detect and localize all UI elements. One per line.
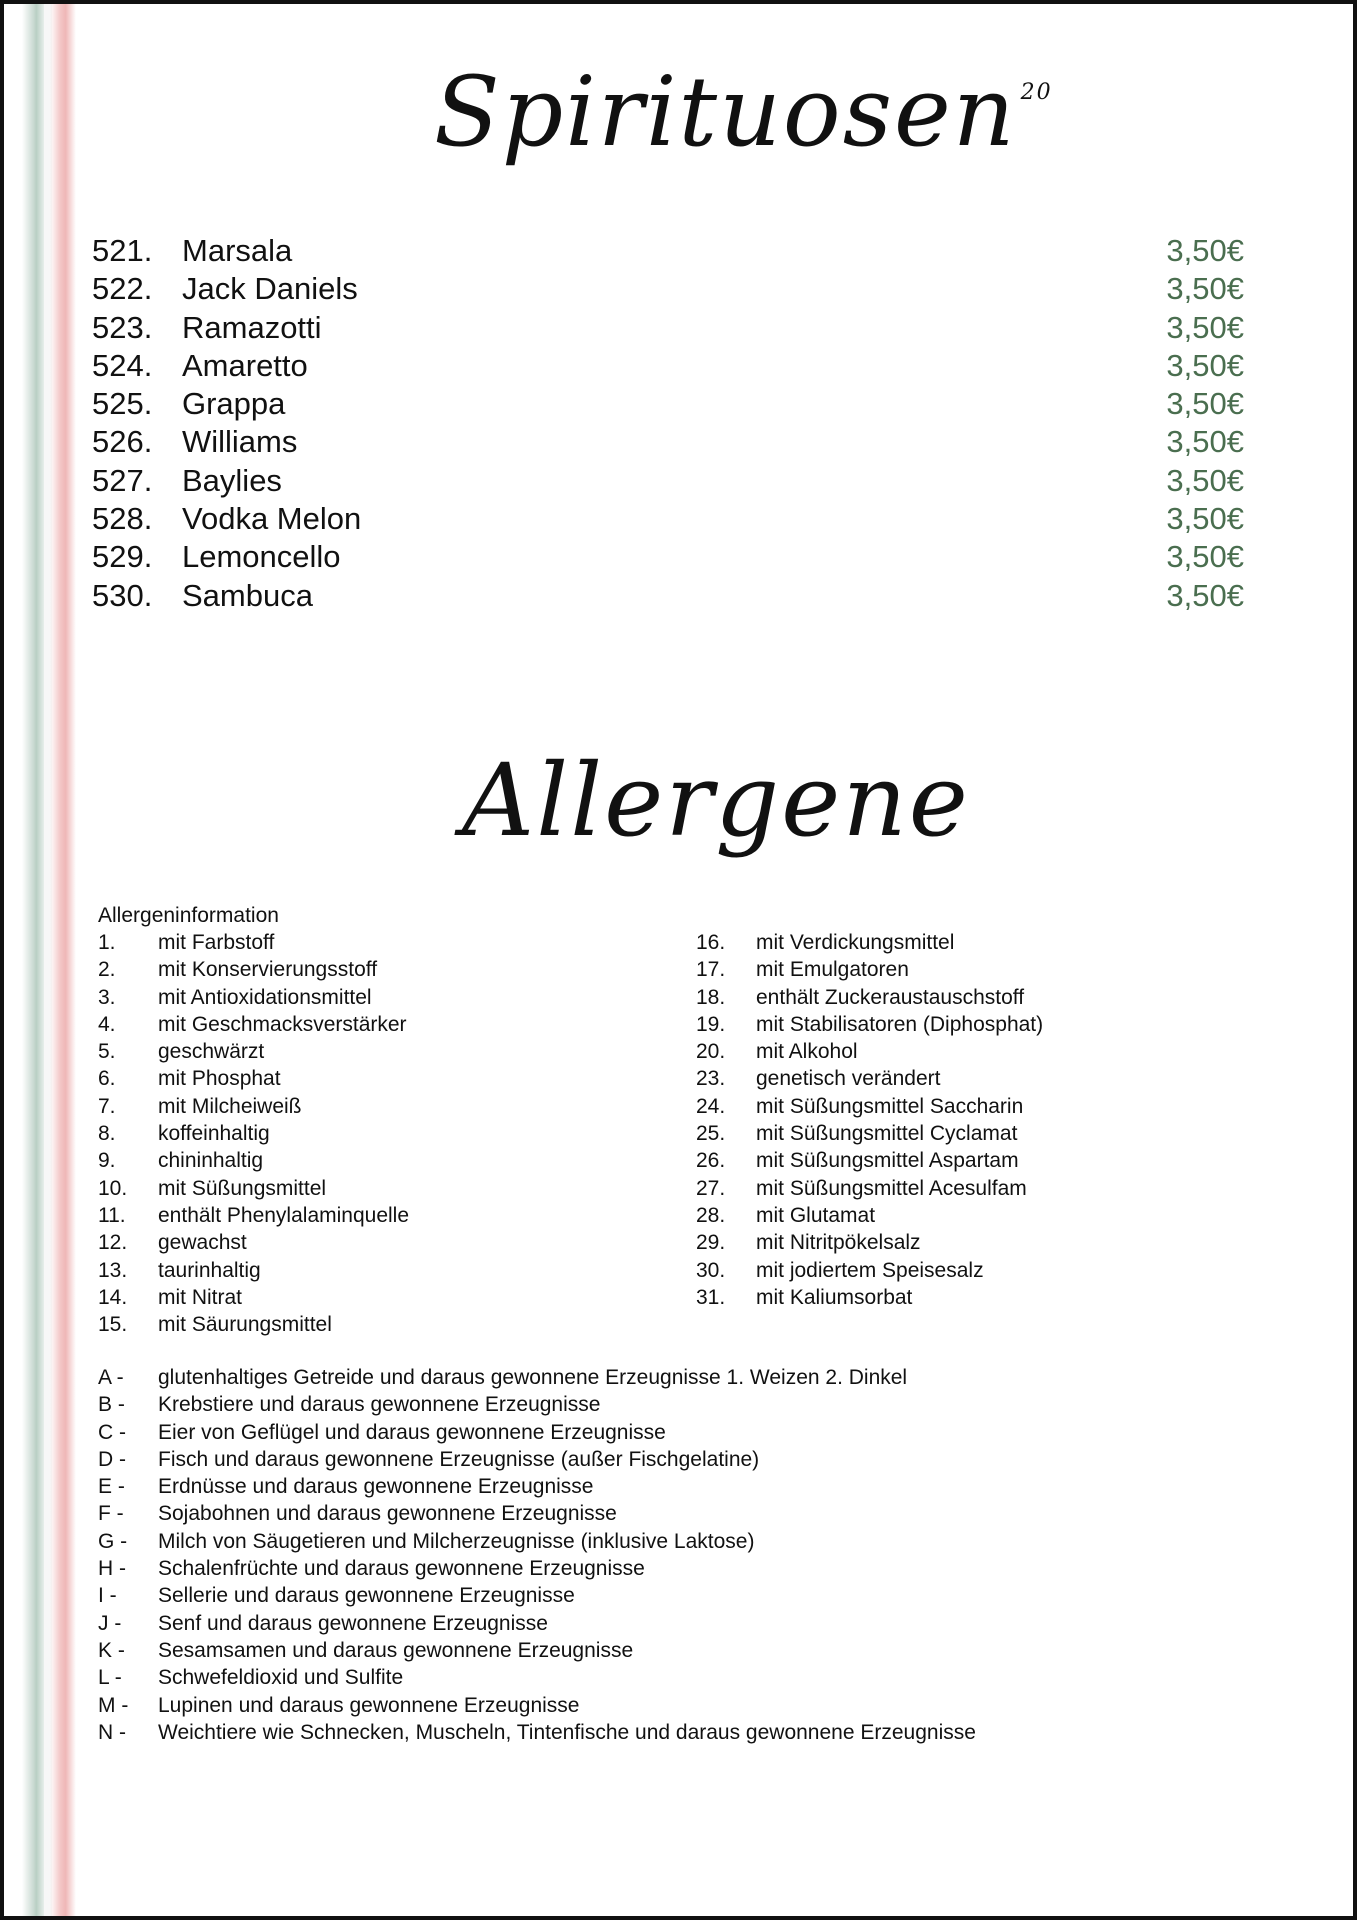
additive-label: mit Alkohol (756, 1040, 858, 1064)
drink-row (92, 347, 1244, 385)
drink-number: 521. (92, 233, 153, 268)
drink-row (92, 309, 1244, 347)
allergen-info-heading: Allergeninformation (98, 904, 279, 927)
drink-row (92, 385, 1244, 423)
spirits-list (92, 232, 1244, 615)
allergen-description: Schalenfrüchte und daraus gewonnene Erzeugnisse (158, 1557, 645, 1581)
allergen-description: Eier von Geflügel und daraus gewonnene Erzeugnisse (158, 1420, 666, 1444)
allergen-letter: E - (98, 1475, 125, 1499)
allergen-letter: D - (98, 1447, 126, 1471)
drink-price: 3,50€ (1166, 309, 1244, 345)
additive-number: 6. (98, 1067, 116, 1091)
additive-number: 19. (696, 1012, 726, 1036)
additive-label: mit Säurungsmittel (158, 1313, 332, 1337)
additive-number: 5. (98, 1040, 116, 1064)
additive-number: 13. (98, 1258, 128, 1282)
additive-label: mit Glutamat (756, 1203, 876, 1227)
additive-number: 30. (696, 1258, 726, 1282)
allergen-letter: N - (98, 1720, 126, 1744)
drink-price: 3,50€ (1166, 233, 1244, 268)
additive-number: 8. (98, 1122, 116, 1146)
additive-label: mit Phosphat (158, 1067, 281, 1091)
additive-number: 15. (98, 1313, 128, 1337)
allergen-description: Krebstiere und daraus gewonnene Erzeugnisse (158, 1393, 601, 1417)
drink-number: 526. (92, 424, 153, 460)
additive-label: mit Süßungsmittel Acesulfam (756, 1176, 1027, 1200)
drink-name: Williams (182, 424, 298, 460)
drink-price: 3,50€ (1166, 577, 1244, 613)
additive-number: 14. (98, 1285, 128, 1309)
additive-label: mit Milcheiweiß (158, 1094, 302, 1118)
allergens-title: Allergene (462, 742, 970, 859)
additive-number: 26. (696, 1149, 726, 1173)
additive-label: mit Antioxidationsmittel (158, 985, 372, 1009)
additive-number: 20. (696, 1040, 726, 1064)
drink-name: Marsala (182, 233, 293, 268)
additive-number: 24. (696, 1094, 726, 1118)
additive-label: geschwärzt (158, 1040, 265, 1064)
additive-label: taurinhaltig (158, 1258, 261, 1282)
additive-number: 29. (696, 1231, 726, 1255)
additive-label: mit Emulgatoren (756, 958, 909, 982)
drink-name: Sambuca (182, 577, 313, 613)
additive-label: enthält Zuckeraustauschstoff (756, 985, 1025, 1009)
allergen-letter: F - (98, 1502, 124, 1526)
allergen-letter: G - (98, 1529, 128, 1553)
allergen-letter: M - (98, 1693, 129, 1717)
additive-label: mit Farbstoff (158, 931, 275, 954)
drink-name: Ramazotti (182, 309, 322, 345)
drink-price: 3,50€ (1166, 424, 1244, 460)
additive-label: mit Süßungsmittel Saccharin (756, 1094, 1024, 1118)
allergen-letter: K - (98, 1638, 125, 1662)
allergen-letter: I - (98, 1584, 117, 1608)
allergen-letter: H - (98, 1557, 126, 1581)
additive-label: gewachst (158, 1231, 247, 1255)
additive-number: 18. (696, 985, 726, 1009)
drink-name: Lemoncello (182, 539, 341, 575)
allergen-letter: A - (98, 1366, 124, 1389)
allergen-letter: L - (98, 1666, 122, 1690)
additive-number: 16. (696, 931, 726, 954)
drink-price: 3,50€ (1166, 347, 1244, 383)
additive-label: mit Nitritpökelsalz (756, 1231, 921, 1255)
drink-row (92, 423, 1244, 461)
additive-number: 11. (98, 1203, 126, 1227)
additive-label: mit jodiertem Speisesalz (756, 1258, 984, 1282)
spirits-title-sup: 20 (1020, 80, 1053, 105)
drink-row (92, 232, 1244, 270)
allergen-description: Sojabohnen und daraus gewonnene Erzeugnisse (158, 1502, 617, 1526)
flag-stripe-red (50, 4, 76, 1916)
additive-label: mit Konservierungsstoff (158, 958, 378, 982)
additive-number: 9. (98, 1149, 116, 1173)
drink-row (92, 577, 1244, 615)
allergen-description: Lupinen und daraus gewonnene Erzeugnisse (158, 1693, 580, 1717)
drink-price: 3,50€ (1166, 271, 1244, 307)
allergen-description: Weichtiere wie Schnecken, Muscheln, Tintenfische und daraus gewonnene Erzeugnisse (158, 1720, 976, 1744)
spirits-title (434, 56, 1053, 168)
drink-row (92, 270, 1244, 308)
drink-row (92, 462, 1244, 500)
drink-price: 3,50€ (1166, 462, 1244, 498)
additive-label: mit Geschmacksverstärker (158, 1012, 407, 1036)
additive-number: 2. (98, 958, 116, 982)
additive-number: 28. (696, 1203, 726, 1227)
additive-label: genetisch verändert (756, 1067, 941, 1091)
drink-row (92, 500, 1244, 538)
drink-name: Amaretto (182, 347, 308, 383)
drink-number: 530. (92, 577, 153, 613)
additive-label: mit Süßungsmittel (158, 1176, 327, 1200)
drink-number: 522. (92, 271, 153, 307)
drink-number: 525. (92, 386, 153, 422)
allergen-description: Erdnüsse und daraus gewonnene Erzeugnisse (158, 1475, 594, 1499)
additive-label: mit Kaliumsorbat (756, 1285, 913, 1309)
additive-number: 3. (98, 985, 116, 1009)
additive-number: 1. (98, 931, 116, 954)
allergen-description: Sellerie und daraus gewonnene Erzeugnisse (158, 1584, 575, 1608)
drink-price: 3,50€ (1166, 501, 1244, 537)
additive-number: 7. (98, 1094, 116, 1118)
additive-number: 12. (98, 1231, 128, 1255)
additive-number: 25. (696, 1122, 726, 1146)
drink-number: 529. (92, 539, 153, 575)
allergen-description: Sesamsamen und daraus gewonnene Erzeugnisse (158, 1638, 634, 1662)
allergen-description: Fisch und daraus gewonnene Erzeugnisse (außer Fischgelatine) (158, 1447, 760, 1471)
drink-name: Vodka Melon (182, 501, 362, 537)
drink-row (92, 538, 1244, 576)
drink-price: 3,50€ (1166, 386, 1244, 422)
drink-name: Grappa (182, 386, 286, 422)
allergen-description: Schwefeldioxid und Sulfite (158, 1666, 404, 1690)
additive-label: mit Süßungsmittel Aspartam (756, 1149, 1019, 1173)
drink-name: Jack Daniels (182, 271, 358, 307)
additive-label: mit Nitrat (158, 1285, 242, 1309)
additive-number: 31. (696, 1285, 726, 1309)
allergen-letter: B - (98, 1393, 125, 1417)
allergen-description: glutenhaltiges Getreide und daraus gewonnene Erzeugnisse 1. Weizen 2. Dinkel (158, 1366, 908, 1389)
drink-number: 524. (92, 347, 153, 383)
spirits-title-text: Spirituosen (434, 56, 1017, 168)
additive-label: mit Süßungsmittel Cyclamat (756, 1122, 1018, 1146)
allergen-letter: J - (98, 1611, 122, 1635)
allergen-letter: C - (98, 1420, 126, 1444)
allergen-description: Milch von Säugetieren und Milcherzeugnisse (inklusive Laktose) (158, 1529, 755, 1553)
additive-number: 10. (98, 1176, 128, 1200)
drink-price: 3,50€ (1166, 539, 1244, 575)
additive-label: chininhaltig (158, 1149, 264, 1173)
additive-label: mit Stabilisatoren (Diphosphat) (756, 1012, 1044, 1036)
additive-label: enthält Phenylalaminquelle (158, 1203, 410, 1227)
drink-number: 528. (92, 501, 153, 537)
additive-number: 17. (696, 958, 726, 982)
additive-label: koffeinhaltig (158, 1122, 270, 1146)
additive-number: 23. (696, 1067, 726, 1091)
drink-number: 527. (92, 462, 153, 498)
additive-number: 4. (98, 1012, 116, 1036)
allergen-description: Senf und daraus gewonnene Erzeugnisse (158, 1611, 548, 1635)
drink-number: 523. (92, 309, 153, 345)
additive-number: 27. (696, 1176, 726, 1200)
additive-label: mit Verdickungsmittel (756, 931, 955, 954)
drink-name: Baylies (182, 462, 282, 498)
